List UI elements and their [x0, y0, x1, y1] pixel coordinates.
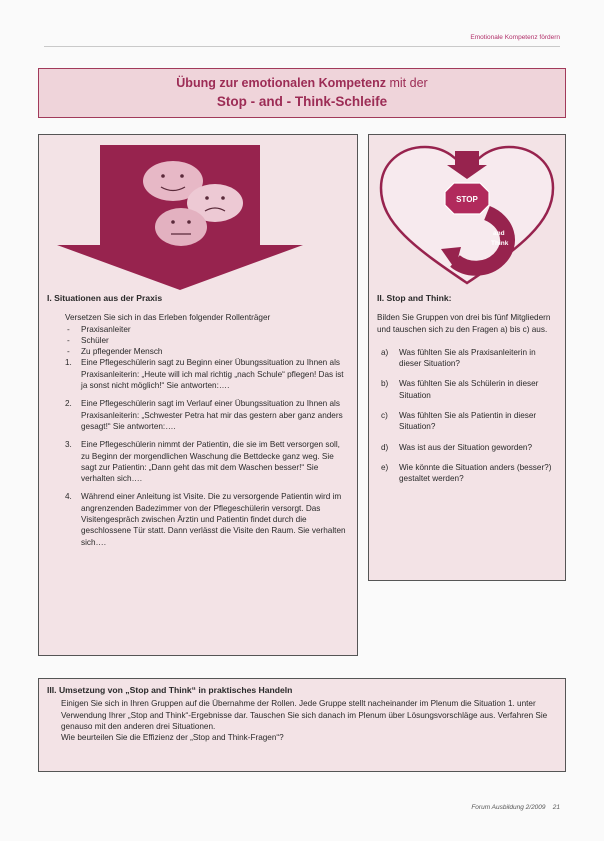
list-item: - Praxisanleiter — [65, 324, 349, 335]
item-text: Eine Pflegeschülerin sagt zu Beginn einer Übungssituation zu Ihnen als Praxisanleiterin: „Heute will ich mal richtig „nach Schule“ pflegen! Das ist ja sonst nicht möglich!“ Sie antworten:…. — [81, 358, 344, 391]
item-number: 1. — [65, 358, 72, 368]
item-text: Eine Pflegeschülerin nimmt der Patientin, die sie im Bett versorgen soll, zu Beginn der morgendlichen Waschung die Bettdecke ganz weg. Sie sagt zur Patientin: „Dann geht das mit dem Waschen besser!“ Sie verhalten sich…. — [81, 440, 340, 484]
situation-item — [65, 439, 349, 484]
title-light: mit der — [386, 76, 428, 90]
question-item — [377, 410, 559, 433]
running-title: Emotionale Kompetenz fördern — [470, 34, 560, 41]
question-text: Was fühlten Sie als Patientin in dieser Situation? — [399, 411, 537, 432]
page-number: 21 — [552, 804, 560, 811]
think-label: Think — [491, 240, 509, 247]
question-item — [377, 378, 559, 401]
situation-item — [65, 491, 349, 547]
question-item — [377, 462, 559, 485]
situations-list — [65, 357, 349, 547]
item-number: 3. — [65, 440, 72, 450]
situations-box — [38, 134, 358, 656]
item-number: 2. — [65, 399, 72, 409]
question-item — [377, 347, 559, 370]
question-item — [377, 442, 559, 453]
page-header — [44, 34, 560, 46]
question-label: c) — [381, 411, 388, 421]
arrow-faces-illustration — [55, 145, 305, 290]
section-1-heading: I. Situationen aus der Praxis — [47, 293, 163, 303]
implementation-box — [38, 678, 566, 772]
title-line-2: Stop - and - Think-Schleife — [216, 94, 388, 109]
heart-stop-think-illustration — [375, 143, 559, 288]
question-label: b) — [381, 379, 389, 389]
situation-item — [65, 357, 349, 391]
section-3-question: Wie beurteilen Sie die Effizienz der „Stop and Think-Fragen“? — [61, 733, 284, 743]
section-2-heading: II. Stop and Think: — [377, 293, 452, 303]
question-label: e) — [381, 462, 389, 472]
list-item: - Schüler — [65, 335, 349, 346]
item-text: Eine Pflegeschülerin sagt im Verlauf einer Übungssituation zu Ihnen als Praxisanleiterin: „Schwester Petra hat mir das gestern aber ganz anders gesagt!“ Sie antworten:…. — [81, 399, 343, 431]
question-text: Was fühlten Sie als Praxisanleiterin in dieser Situation? — [399, 347, 536, 369]
section-3-text: Einigen Sie sich in Ihren Gruppen auf die Übernahme der Rollen. Jede Gruppe stellt nacheinander im Plenum die Situation 1. unter Verwendung Ihrer „Stop and Think“-Ergebnisse dar. Tauschen Sie sich danach im Plenum über Lösungsvorschläge aus. Verfahren Sie genauso mit den anderen drei Situationen. — [61, 699, 548, 731]
list-item: - Zu pflegender Mensch — [65, 346, 349, 357]
section-1 — [47, 293, 349, 555]
and-label: and — [493, 230, 505, 237]
question-label: d) — [381, 442, 389, 452]
stop-think-box — [368, 134, 566, 581]
page-footer — [471, 804, 560, 811]
section-3 — [47, 685, 557, 743]
question-text: Was ist aus der Situation geworden? — [399, 442, 533, 452]
title-bold: Übung zur emotionalen Kompetenz — [176, 76, 387, 90]
section-2 — [377, 293, 559, 494]
journal-name: Forum Ausbildung 2/2009 — [471, 804, 546, 811]
section-1-intro: Versetzen Sie sich in das Erleben folgender Rollenträger — [65, 313, 271, 323]
section-2-intro: Bilden Sie Gruppen von drei bis fünf Mitgliedern und tauschen sich zu den Fragen a) bis c) aus. — [377, 313, 551, 334]
roles-list — [65, 324, 349, 358]
question-text: Was fühlten Sie als Schülerin in dieser Situation — [399, 379, 539, 400]
item-number: 4. — [65, 492, 72, 502]
question-label: a) — [381, 347, 389, 357]
header-rule — [44, 46, 560, 47]
title-line-1 — [39, 76, 565, 90]
item-text: Während einer Anleitung ist Visite. Die zu versorgende Patientin wird im angrenzenden Badezimmer von der Pflegeschülerin versorgt. Das Visitengespräch zwischen Ärztin und Patientin findet durch die geschlossene Tür statt. Dann verlässt die Visite den Raum. Sie verhalten sich…. — [81, 492, 346, 547]
situation-item — [65, 398, 349, 432]
question-text: Wie könnte die Situation anders (besser?) gestaltet werden? — [399, 462, 552, 484]
face-icon — [155, 208, 207, 246]
section-3-heading: III. Umsetzung von „Stop and Think“ in praktisches Handeln — [47, 685, 293, 695]
stop-label: STOP — [456, 195, 478, 204]
title-box — [38, 68, 566, 118]
questions-list — [377, 347, 559, 485]
